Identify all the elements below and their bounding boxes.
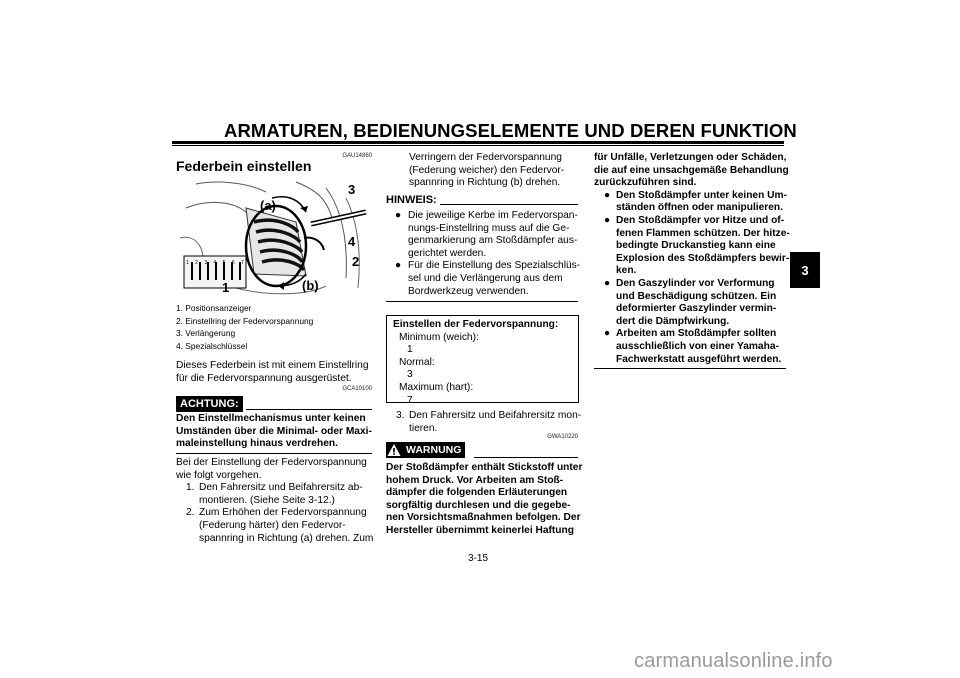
spec-normal-value: 3: [407, 369, 413, 381]
text-line: (Federung härter) den Federvor-: [199, 519, 346, 531]
warning-bullet: [594, 328, 790, 366]
text-line: sel und die Verlängerung aus dem: [408, 272, 563, 284]
text-line: Fachwerkstatt ausgeführt werden.: [616, 353, 782, 365]
intro-paragraph: [176, 360, 376, 385]
text-line: maleinstellung hinaus verdrehen.: [176, 438, 338, 450]
warning-continued: [594, 152, 790, 366]
text-line: Den Stoßdämpfer unter keinen Um-: [616, 189, 787, 201]
procedure: [176, 457, 376, 545]
watermark: carmanualsonline.info: [634, 650, 833, 672]
text-line: spannring in Richtung (a) drehen. Zum: [199, 532, 374, 544]
text-line: Zum Erhöhen der Federvorspannung: [199, 507, 367, 519]
warning-rule: [474, 457, 578, 458]
text-line: ken.: [616, 265, 637, 277]
warning-bullet: [594, 215, 790, 278]
text-line: hohem Druck. Vor Arbeiten am Stoß-: [386, 474, 564, 486]
text-line: Hersteller übernimmt keinerlei Haftung: [386, 524, 574, 536]
text-line: montieren. (Siehe Seite 3-12.): [199, 494, 335, 506]
warning-bullet: [594, 190, 790, 215]
bullet-icon: ●: [395, 260, 402, 272]
bullet-icon: ●: [604, 189, 611, 201]
text-line: ausschließlich von einer Yamaha-: [616, 340, 779, 352]
warning-text: [386, 462, 586, 538]
header-rule: [172, 141, 784, 144]
text-line: gerichtet werden.: [408, 247, 487, 259]
legend-item: 4. Spezialschlüssel: [176, 340, 248, 351]
caution-end-rule: [176, 453, 372, 454]
text-line: wie folgt vorgehen.: [176, 469, 262, 481]
note-list: [386, 210, 582, 298]
text-line: und Beschädigung schützen. Ein: [616, 290, 777, 302]
spec-max-value: 7: [407, 394, 413, 406]
header-rule-thin: [172, 145, 784, 146]
text-line: Explosion des Stoßdämpfers bewir-: [616, 252, 790, 264]
step-1: [176, 482, 376, 495]
text-line: für Unfälle, Verletzungen oder Schäden,: [594, 152, 787, 163]
note-end-rule: [386, 301, 578, 302]
note-item: [386, 260, 582, 298]
spec-title: Einstellen der Federvorspannung:: [393, 319, 559, 330]
spec-min-label: Minimum (weich):: [399, 331, 479, 343]
figure-scale-numbers: 1 2 3 4 5 6 7: [186, 260, 247, 266]
figure-label-a: (a): [260, 198, 276, 213]
legend-item: 1. Positionsanzeiger: [176, 303, 252, 313]
caution-label: [176, 394, 243, 412]
text-line: Dieses Federbein ist mit einem Einstellring: [176, 360, 369, 371]
step-number: 3.: [396, 410, 405, 421]
note-label: HINWEIS:: [386, 194, 437, 206]
step-2-continued: [386, 152, 586, 190]
page-number: 3-15: [468, 553, 489, 564]
text-line: Für die Einstellung des Spezialschlüs-: [408, 260, 581, 272]
legend-item: 2. Einstellring der Federvorspannung: [176, 315, 314, 326]
page-header-title: ARMATUREN, BEDIENUNGSELEMENTE UND DEREN FUNKTION: [224, 120, 797, 141]
text-line: Die jeweilige Kerbe im Federvorspan-: [408, 210, 578, 221]
section-title: Federbein einstellen: [176, 158, 312, 174]
warning-end-rule: [594, 368, 786, 369]
text-line: Den Fahrersitz und Beifahrersitz ab-: [199, 482, 363, 494]
warning-bullet: [594, 278, 790, 328]
note-rule: [440, 204, 578, 205]
text-line: genmarkierung am Stoßdämpfer aus-: [408, 235, 578, 247]
step-number: 2.: [186, 507, 195, 519]
text-line: Den Fahrersitz und Beifahrersitz mon-: [409, 410, 582, 421]
bullet-icon: ●: [604, 277, 611, 289]
text-line: tieren.: [409, 422, 438, 434]
spec-min-value: 1: [407, 344, 413, 356]
chapter-tab[interactable]: 3: [790, 252, 820, 288]
note-item: [386, 210, 582, 260]
step-2: [176, 507, 376, 520]
text-line: sorgfältig durchlesen und die gegebe-: [386, 499, 571, 511]
warning-code: GWA10220: [547, 434, 578, 440]
figure-label-4: 4: [348, 234, 356, 249]
warning-label: [386, 442, 465, 458]
shock-absorber-illustration: [176, 178, 372, 300]
caution-badge: ACHTUNG:: [176, 396, 243, 412]
section-code: GAU14860: [342, 153, 372, 159]
text-line: Den Stoßdämpfer vor Hitze und of-: [616, 214, 785, 226]
spec-max-label: Maximum (hart):: [399, 381, 474, 393]
figure-label-1: 1: [222, 280, 230, 295]
step-3: [386, 410, 586, 435]
text-line: Umständen über die Minimal- oder Maxi-: [176, 425, 372, 437]
text-line: dämpfer die folgenden Erläuterungen: [386, 487, 568, 499]
bullet-icon: ●: [604, 328, 611, 340]
figure-legend: [176, 302, 372, 352]
caution-rule: [246, 409, 372, 410]
spec-normal-label: Normal:: [399, 356, 435, 368]
text-line: ständen öffnen oder manipulieren.: [616, 202, 783, 214]
text-line: fenen Flammen schützen. Der hitze-: [616, 227, 790, 239]
text-line: nungs-Einstellring muss auf die Ge-: [408, 222, 570, 234]
figure-label-b: (b): [302, 278, 319, 293]
warning-badge: WARNUNG: [402, 442, 465, 458]
step-number: 1.: [186, 482, 195, 494]
text-line: Den Einstellmechanismus unter keinen: [176, 413, 366, 424]
text-line: zurückzuführen sind.: [594, 177, 697, 189]
text-line: die auf eine unsachgemäße Behandlung: [594, 164, 789, 176]
caution-text: [176, 413, 376, 451]
legend-item: 3. Verlängerung: [176, 328, 236, 339]
bullet-icon: ●: [604, 214, 611, 226]
figure-label-2: 2: [352, 254, 360, 269]
figure-label-3: 3: [348, 182, 356, 197]
text-line: nen Vorsichtsmaßnahmen befolgen. Der: [386, 512, 581, 524]
text-line: (Federung weicher) den Federvor-: [409, 164, 565, 176]
text-line: bedingte Druckanstieg kann eine: [616, 240, 776, 252]
text-line: deformierter Gaszylinder vermin-: [616, 303, 777, 315]
shock-absorber-figure: [176, 178, 372, 300]
text-line: Verringern der Federvorspannung: [409, 152, 562, 163]
text-line: spannring in Richtung (b) drehen.: [409, 177, 561, 189]
spec-content: [387, 316, 578, 407]
text-line: dert die Dämpfwirkung.: [616, 315, 730, 327]
bullet-icon: ●: [395, 210, 402, 221]
text-line: Bei der Einstellung der Federvorspannung: [176, 457, 367, 468]
text-line: Arbeiten am Stoßdämpfer sollten: [616, 328, 777, 340]
text-line: Der Stoßdämpfer enthält Stickstoff unter: [386, 462, 583, 473]
text-line: Bordwerkzeug verwenden.: [408, 285, 529, 297]
caution-code: GCA10100: [342, 386, 372, 392]
text-line: für die Federvorspannung ausgerüstet.: [176, 372, 352, 384]
text-line: Den Gaszylinder vor Verformung: [616, 277, 775, 289]
spring-preload-spec-box: [386, 315, 579, 406]
warning-triangle-icon: [386, 442, 402, 458]
